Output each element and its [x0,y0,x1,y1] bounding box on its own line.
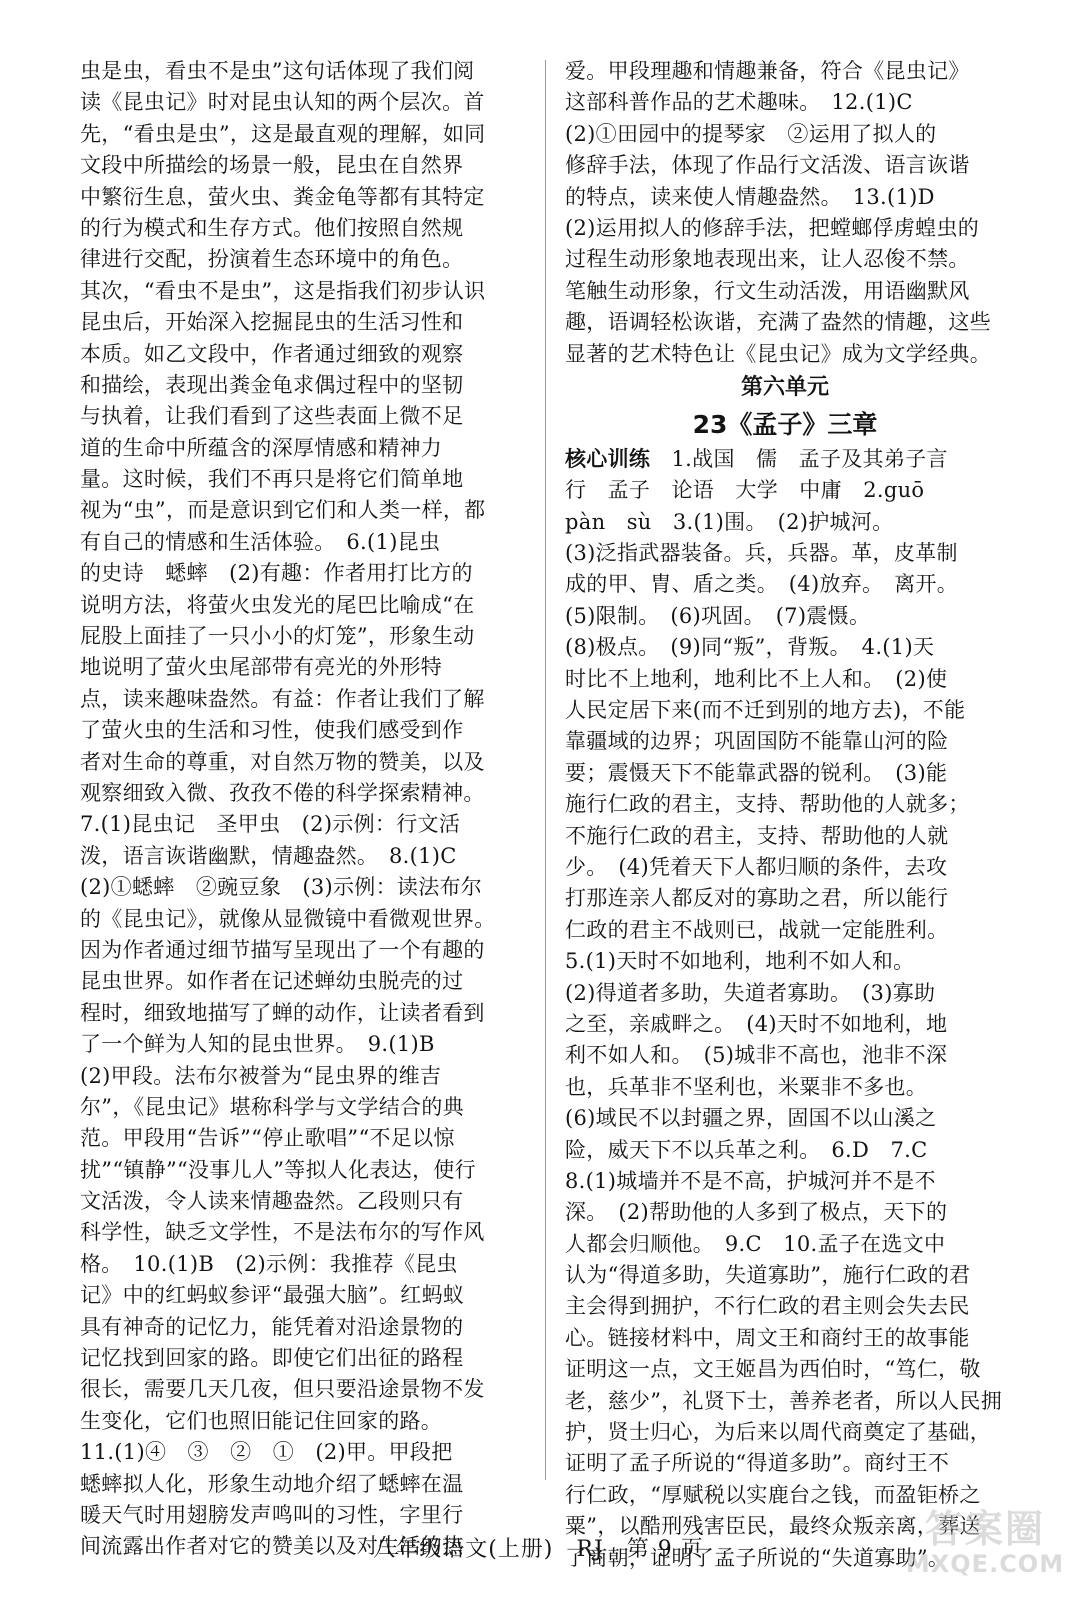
text-line: 时比不上地利，地利比不上人和。 (2)使 [565,666,948,691]
text-line: 了萤火虫的生活和习性，使我们感受到作 [80,718,464,743]
text-line: 行 孟子 论语 大学 中庸 2.guō [565,478,925,503]
text-line: 修辞手法，体现了作品行文活泼、语言诙谐 [565,153,970,178]
text-line: 人民定居下来(而不迁到别的地方去)，不能 [565,698,966,723]
text-line: 屁股上面挂了一只小小的灯笼”，形象生动 [80,624,475,649]
text-line: 尔”，《昆虫记》堪称科学与文学结合的典 [80,1094,464,1119]
text-line: 过程生动形象地表现出来，让人忍俊不禁。 [565,247,970,272]
text-line: 昆虫后，开始深入挖掘昆虫的生活习性和 [80,310,464,335]
text-line: 文活泼，令人读来情趣盎然。乙段则只有 [80,1189,464,1214]
text-line: (5)限制。 (6)巩固。 (7)震慑。 [565,603,871,628]
text-line: 险，威天下不以兵革之利。 6.D 7.C [565,1137,928,1162]
text-line: 施行仁政的君主，支持、帮助他的人就多； [565,792,970,817]
text-line: 具有神奇的记忆力，能凭着对沿途景物的 [80,1314,464,1339]
text-line: (2)①田园中的提琴家 ②运用了拟人的 [565,121,937,146]
column-divider [545,60,546,1480]
text-line: 少。 (4)凭着天下人都归顺的条件，去攻 [565,854,948,879]
text-line: 11.(1)④ ③ ② ① (2)甲。甲段把 [80,1440,453,1465]
text-line: (2)①蟋蟀 ②豌豆象 (3)示例：读法布尔 [80,875,483,900]
text-line: 老，慈少”，礼贤下士，善养老者，所以人民拥 [565,1388,1003,1413]
watermark-url: MXQE.COM [905,1550,1065,1578]
watermark-logo [905,1498,1065,1588]
text-line: 趣，语调轻松诙谐，充满了盎然的情趣，这些 [565,310,991,335]
text-line: 间流露出作者对它的赞美以及对生活的热 [80,1534,464,1559]
text-line: 之至，亲戚畔之。 (4)天时不如地利，地 [565,1011,948,1036]
text-line: 的史诗 蟋蟀 (2)有趣：作者用打比方的 [80,561,473,586]
text-line: 点，读来趣味盎然。有益：作者让我们了解 [80,686,485,711]
text-line: 先，“看虫是虫”，这是最直观的理解，如同 [80,121,486,146]
right-column [565,56,1005,1574]
text-line: 笔触生动形象，行文生动活泼，用语幽默风 [565,278,970,303]
text-line: (2)得道者多助，失道者寡助。 (3)寡助 [565,980,936,1005]
text-line: 扰”“镇静”“没事儿人”等拟人化表达，使行 [80,1157,476,1182]
text-line: 8.(1)城墙并不是不高，护城河并不是不 [565,1168,936,1193]
text-line: 护，贤士归心，为后来以周代商奠定了基础， [565,1420,991,1445]
unit-heading: 第六单元 [740,374,829,400]
text-line: 成的甲、胄、盾之类。 (4)放弃。 离开。 [565,572,959,597]
text-line: 律进行交配，扮演着生态环境中的角色。 [80,247,464,272]
text-line: 记》中的红蚂蚁参评“最强大脑”。红蚂蚁 [80,1283,465,1308]
page-footer: 八年级语文(上册) RJ 第 9 页 [373,1537,704,1562]
core-training-label: 核心训练 [565,446,651,471]
text-line: (8)极点。 (9)同“叛”，背叛。 4.(1)天 [565,635,935,660]
text-line: 也，兵革非不坚利也，米粟非不多也。 [565,1074,928,1099]
text-line: 因为作者通过细节描写呈现出了一个有趣的 [80,937,485,962]
right-column-bottom [565,475,1005,1574]
core-training-text: 1.战国 儒 孟子及其弟子言 [650,446,948,471]
text-line: 本质。如乙文段中，作者通过细致的观察 [80,341,464,366]
text-line: 文段中所描绘的场景一般，昆虫在自然界 [80,153,464,178]
text-line: 证明这一点，文王姬昌为西伯时，“笃仁，敬 [565,1357,981,1382]
text-line: 视为“虫”，而是意识到它们和人类一样，都 [80,498,486,523]
watermark-text: 答案圈 [924,1507,1045,1551]
text-line: 观察细致入微、孜孜不倦的科学探索精神。 [80,780,485,805]
text-line: 5.(1)天时不如地利，地利不如人和。 [565,949,915,974]
text-line: 7.(1)昆虫记 圣甲虫 (2)示例：行文活 [80,812,461,837]
text-line: 人都会归顺他。 9.C 10.孟子在选文中 [565,1231,946,1256]
text-line: 不施行仁政的君主，支持、帮助他的人就 [565,823,949,848]
text-line: 很长，需要几天几夜，但只要沿途景物不发 [80,1377,485,1402]
text-line: 靠疆域的边界；巩固国防不能靠山河的险 [565,729,949,754]
text-line: 有自己的情感和生活体验。 6.(1)昆虫 [80,529,441,554]
text-line: 利不如人和。 (5)城非不高也，池非不深 [565,1043,948,1068]
text-line: 读《昆虫记》时对昆虫认知的两个层次。首 [80,90,485,115]
text-line: 科学性，缺乏文学性，不是法布尔的写作风 [80,1220,485,1245]
left-column [80,56,525,1563]
text-line: 道的生命中所蕴含的深厚情感和精神力 [80,435,443,460]
text-line: 中繁衍生息，萤火虫、粪金龟等都有其特定 [80,184,485,209]
lesson-heading: 23《孟子》三章 [692,409,878,439]
text-line: pàn sù 3.(1)围。 (2)护城河。 [565,509,894,534]
text-line: (6)域民不以封疆之界，固国不以山溪之 [565,1106,937,1131]
text-line: 其次，“看虫不是虫”，这是指我们初步认识 [80,278,486,303]
text-line: 这部科普作品的艺术趣味。 12.(1)C [565,90,913,115]
text-line: 量。这时候，我们不再只是将它们简单地 [80,467,464,492]
text-line: (2)甲段。法布尔被誉为“昆虫界的维吉 [80,1063,442,1088]
text-line: 主会得到拥护，不行仁政的君主则会失去民 [565,1294,970,1319]
text-line: 与执着，让我们看到了这些表面上微不足 [80,404,464,429]
text-line: 显著的艺术特色让《昆虫记》成为文学经典。 [565,341,991,366]
text-line: 泼，语言诙谐幽默，情趣盎然。 8.(1)C [80,843,457,868]
text-line: 的《昆虫记》，就像从显微镜中看微观世界。 [80,906,496,931]
text-line: 要；震慑天下不能靠武器的锐利。 (3)能 [565,760,948,785]
text-line: 粟”，以酷刑残害臣民，最终众叛亲离，葬送 [565,1514,981,1539]
text-line: (3)泛指武器装备。兵，兵器。革，皮革制 [565,541,958,566]
text-line: 格。 10.(1)B (2)示例：我推荐《昆虫 [80,1251,458,1276]
text-line: 爱。甲段理趣和情趣兼备，符合《昆虫记》 [565,59,970,83]
text-line: 者对生命的尊重，对自然万物的赞美，以及 [80,749,485,774]
text-line: 生变化，它们也照旧能记住回家的路。 [80,1408,443,1433]
text-line: 行仁政，“厚赋税以实鹿台之钱，而盈钜桥之 [565,1482,981,1507]
text-line: (2)运用拟人的修辞手法，把螳螂俘虏蝗虫的 [565,215,980,240]
text-line: 记忆找到回家的路。即使它们出征的路程 [80,1346,464,1371]
text-line: 深。 (2)帮助他的人多到了极点，天下的 [565,1200,948,1225]
text-line: 虫是虫，看虫不是虫”这句话体现了我们阅 [80,59,475,83]
text-line: 心。链接材料中，周文王和商纣王的故事能 [565,1325,970,1350]
text-line: 说明方法，将萤火虫发光的尾巴比喻成“在 [80,592,475,617]
text-line: 证明了孟子所说的“得道多助”。商纣王不 [565,1451,950,1476]
text-line: 程时，细致地描写了蝉的动作，让读者看到 [80,1000,485,1025]
text-line: 了商朝，证明了孟子所说的“失道寡助”。 [565,1545,950,1570]
text-line: 打那连亲人都反对的寡助之君，所以能行 [565,886,949,911]
text-line: 蟋蟀拟人化，形象生动地介绍了蟋蟀在温 [80,1471,464,1496]
text-line: 的特点，读来使人情趣盎然。 13.(1)D [565,184,935,209]
text-line: 了一个鲜为人知的昆虫世界。 9.(1)B [80,1032,435,1057]
text-line: 范。甲段用“告诉”“停止歌唱”“不足以惊 [80,1126,455,1151]
right-column-top [565,56,1005,370]
text-line: 仁政的君主不战则已，战就一定能胜利。 [565,917,949,942]
text-line: 暖天气时用翅膀发声鸣叫的习性，字里行 [80,1502,464,1527]
text-line: 昆虫世界。如作者在记述蝉幼虫脱壳的过 [80,969,464,994]
text-line: 地说明了萤火虫尾部带有亮光的外形特 [80,655,443,680]
text-line: 认为“得道多助，失道寡助”，施行仁政的君 [565,1263,971,1288]
text-line: 的行为模式和生存方式。他们按照自然规 [80,215,464,240]
core-training-line [565,444,1005,475]
text-line: 和描绘，表现出粪金龟求偶过程中的坚韧 [80,372,464,397]
